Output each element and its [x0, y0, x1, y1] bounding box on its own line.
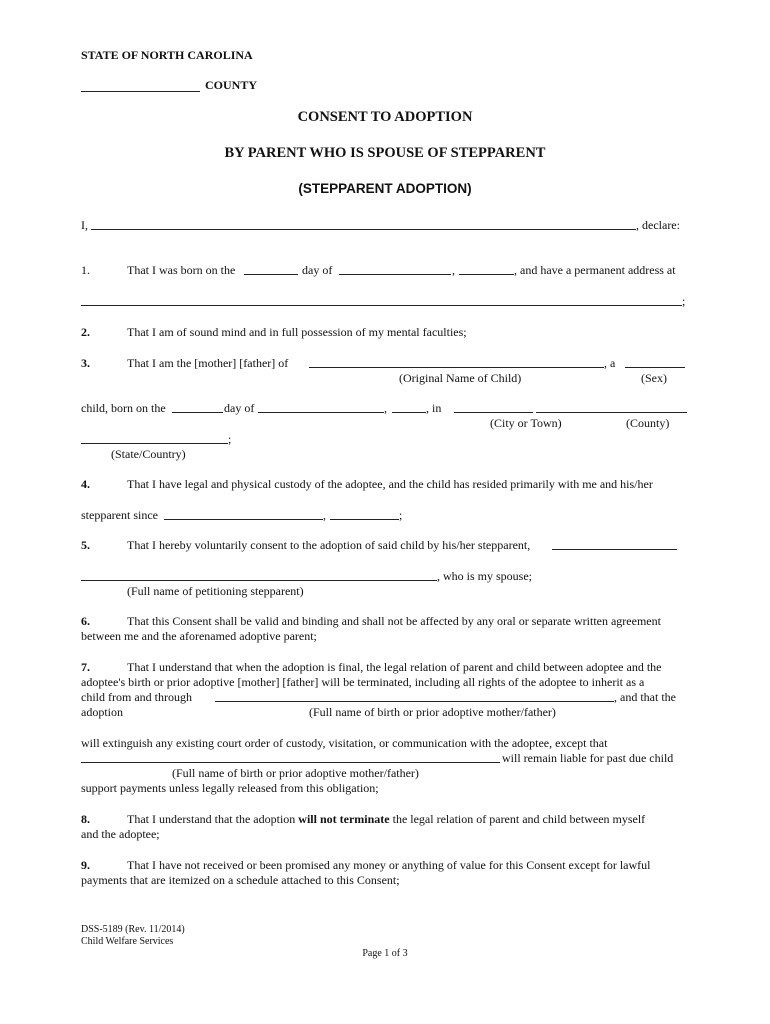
form-id: DSS-5189 (Rev. 11/2014) — [81, 924, 185, 935]
stepparent-caption: (Full name of petitioning stepparent) — [127, 584, 304, 598]
child-sex-field[interactable] — [625, 356, 685, 368]
child-birth-month-field[interactable] — [258, 401, 384, 413]
item4-since: stepparent since — [81, 508, 158, 522]
birth-day-field[interactable] — [244, 263, 298, 275]
city-caption: (City or Town) — [490, 416, 562, 430]
item3-semi: ; — [228, 432, 232, 446]
stepparent-since-year-field[interactable] — [330, 508, 399, 520]
item7-number: 7. — [81, 660, 90, 674]
item7-line3a: child from and through — [81, 690, 192, 704]
item6-line2: between me and the aforenamed adoptive parent; — [81, 629, 317, 643]
child-birth-county-field[interactable] — [536, 401, 687, 413]
birth-month-field[interactable] — [339, 263, 451, 275]
item8-number: 8. — [81, 812, 90, 826]
county-caption: (County) — [626, 416, 670, 430]
item4-comma: , — [323, 508, 326, 522]
birth-parent-caption-1: (Full name of birth or prior adoptive mother/father) — [309, 705, 556, 719]
item3-in: , in — [426, 401, 442, 415]
item7-line5: will extinguish any existing court order of custody, visitation, or communication with the adoptee, except that — [81, 736, 608, 750]
item9-line2: payments that are itemized on a schedule attached to this Consent; — [81, 873, 400, 887]
item3-comma: , — [384, 401, 387, 415]
item1-number: 1. — [81, 263, 90, 277]
birth-parent-caption-2: (Full name of birth or prior adoptive mother/father) — [172, 766, 419, 780]
item8-bold: will not terminate — [298, 812, 390, 826]
page-title: CONSENT TO ADOPTION — [297, 109, 473, 125]
item7-line6b: will remain liable for past due child — [502, 751, 674, 765]
item4-text: That I have legal and physical custody of the adoptee, and the child has resided primarily with me and his/her — [127, 477, 653, 491]
state-heading: STATE OF NORTH CAROLINA — [81, 48, 253, 62]
birth-parent-name-field-2[interactable] — [81, 751, 500, 763]
item3-day-of: day of — [224, 401, 255, 415]
item2-number: 2. — [81, 325, 90, 339]
item2-text: That I am of sound mind and in full possession of my mental faculties; — [127, 325, 467, 339]
item6-number: 6. — [81, 614, 90, 628]
item8-line2: and the adoptee; — [81, 827, 160, 841]
child-birth-city-field[interactable] — [454, 401, 533, 413]
division-name: Child Welfare Services — [81, 936, 174, 947]
page-number: Page 1 of 3 — [362, 948, 408, 959]
page-subtitle: BY PARENT WHO IS SPOUSE OF STEPPARENT — [224, 145, 546, 161]
item1-day-of: day of — [302, 263, 333, 277]
state-caption: (State/Country) — [111, 447, 186, 461]
sex-caption: (Sex) — [641, 371, 667, 385]
item9-number: 9. — [81, 858, 90, 872]
item1-text-tail: , and have a permanent address at — [514, 263, 676, 277]
permanent-address-field[interactable] — [81, 294, 682, 306]
item5-number: 5. — [81, 538, 90, 552]
declarant-name-field[interactable] — [91, 218, 636, 230]
item6-line1: That this Consent shall be valid and binding and shall not be affected by any oral or separate written agreement — [127, 614, 661, 628]
item7-line3b: , and that the — [614, 690, 676, 704]
item3-number: 3. — [81, 356, 90, 370]
item9-line1: That I have not received or been promised any money or anything of value for this Consent except for lawful — [127, 858, 651, 872]
item3-a: , a — [604, 356, 616, 370]
child-birth-year-field[interactable] — [392, 401, 426, 413]
county-field[interactable] — [81, 80, 200, 92]
stepparent-name-field-1[interactable] — [552, 538, 677, 550]
stepparent-since-field[interactable] — [164, 508, 323, 520]
intro-prefix: I, — [81, 218, 88, 232]
item7-line4: adoption — [81, 705, 123, 719]
original-name-caption: (Original Name of Child) — [399, 371, 522, 385]
item8-pre: That I understand that the adoption — [127, 812, 296, 826]
item5-spouse: , who is my spouse; — [437, 569, 533, 583]
page-sub-subtitle: (STEPPARENT ADOPTION) — [298, 181, 472, 196]
child-birth-day-field[interactable] — [172, 401, 223, 413]
item7-line7: support payments unless legally released from this obligation; — [81, 781, 379, 795]
item7-line1: That I understand that when the adoption is final, the legal relation of parent and child between adoptee and the — [127, 660, 662, 674]
stepparent-name-field-2[interactable] — [81, 569, 437, 581]
item4-semi: ; — [399, 508, 403, 522]
item8-post: the legal relation of parent and child between myself — [392, 812, 646, 826]
item4-number: 4. — [81, 477, 90, 491]
item1-comma: , — [452, 263, 455, 277]
item3-text-pre: That I am the [mother] [father] of — [127, 356, 289, 370]
item5-text: That I hereby voluntarily consent to the adoption of said child by his/her stepparent, — [127, 538, 531, 552]
birth-parent-name-field-1[interactable] — [215, 690, 614, 702]
item1-text-pre: That I was born on the — [127, 263, 236, 277]
county-label: COUNTY — [205, 78, 258, 92]
item8-line1 — [127, 812, 645, 826]
intro-suffix: , declare: — [636, 218, 680, 232]
birth-year-field[interactable] — [459, 263, 514, 275]
original-child-name-field[interactable] — [309, 356, 604, 368]
item7-line2: adoptee's birth or prior adoptive [mother] [father] will be terminated, including all rights of the adoptee to inherit as a — [81, 675, 645, 689]
item3-child-born: child, born on the — [81, 401, 166, 415]
item1-end: ; — [682, 294, 686, 308]
child-birth-state-field[interactable] — [81, 432, 228, 444]
